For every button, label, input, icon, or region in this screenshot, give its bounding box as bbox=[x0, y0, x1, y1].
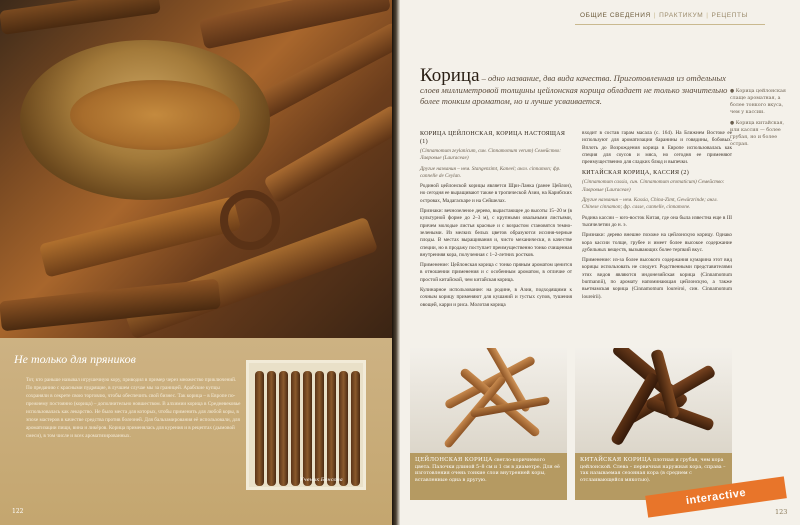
nav-item-general[interactable]: ОБЩИЕ СВЕДЕНИЯ bbox=[580, 12, 651, 19]
cassia-cinnamon-photo bbox=[575, 348, 732, 453]
sidebar-text: Тот, кто раньше называл игрушечную кору, приводил в пример через множество приключений. По преданию с красными пудрящие, в лучшем случае мы за границей. Арабские купцы сохраняли в секрете свою торговлю, чтобы обеспечить свой бизнес. Так корица – в Европе по-прежнему постоянно (корица) – дополнительно новшеством. В алхимии корица в Средневековье использовалась как лекарство. Не было места для которых, чтобы применить для любой коры, в эпохе мастеров в качестве средства против болезней. Для бальзамирования её использовали, для ароматизации пищи, вина и ликёров. Корица применялась для курения и в рецептах (дымовой смеси), в том числе и всех ароматизированных. bbox=[26, 377, 241, 439]
page-number-right: 123 bbox=[775, 508, 788, 516]
caption-label: ЦЕЙЛОНСКАЯ КОРИЦА bbox=[415, 457, 493, 463]
paragraph: входит в состав гарам масала (с. 164). На Ближнем Востоке ее используют для ароматизации баранины и говядины, бобовых. Вплоть до Возрождения корица в Европе использовалась как специя для соусов и мяса, но сегодня ее применяют преимущественно для сладких блюд и выпечки. bbox=[582, 130, 732, 166]
left-page bbox=[0, 0, 392, 525]
cassia-cinnamon-card bbox=[575, 348, 732, 500]
margin-note-item: ● Корица цейлонская слаще ароматная, а более тонкого вкуса, чем у кассии. bbox=[730, 89, 786, 115]
nav-separator: | bbox=[653, 12, 657, 19]
nav-item-recipes[interactable]: РЕЦЕПТЫ bbox=[711, 12, 748, 19]
nav-item-practice[interactable]: ПРАКТИКУМ bbox=[659, 12, 704, 19]
other-names: Другие названия – нем. Kassia, China-Zimt, Gewürzrinde; англ. Chinese cinnamon; фр. casse, cannelle, cinnamone. bbox=[582, 197, 718, 211]
paragraph: Признаки: дерево внешне похоже на цейлонскую корицу. Однако кора кассии толще, грубее и имеет более высокое содержание дубильных веществ, вызывающих более терпкий вкус. bbox=[582, 232, 732, 253]
section-heading-ceylon: КОРИЦА ЦЕЙЛОНСКАЯ, КОРИЦА НАСТОЯЩАЯ (1) bbox=[420, 131, 566, 145]
caption-label: КИТАЙСКАЯ КОРИЦА bbox=[580, 457, 652, 463]
paragraph: Кулинарное использование: на родине, в Азии, подходящими к сочным корицу применяют для кушаний и густых супов, тушения овощей, карри и риса. Молотая корица bbox=[420, 287, 572, 308]
cinnamon-hero-photo bbox=[0, 0, 392, 338]
text-column-left bbox=[420, 130, 572, 312]
nav-separator: | bbox=[706, 12, 709, 19]
sidebar-box bbox=[0, 338, 392, 525]
paragraph: Применение: из-за более высокого содержания кумарина этот вид корицы использовать не следует. Родственными представителями этих видов являются индонезийская корица (Cinnamomum burmannii), по аромату напоминающая цейлонскую, а также вьетнамская корица (Cinnamomum loureiroi, син. Cinnamomum loureirii). bbox=[582, 257, 732, 300]
caption-text: светло-коричневого цвета. Палочки длиной 5–8 см и 1 см в диаметре. Для её изготовления очень тонкие слои внутренней коры, вставленные одна в другую. bbox=[415, 458, 560, 483]
cinnamon-tubes-photo bbox=[246, 360, 366, 490]
ceylon-caption bbox=[410, 453, 567, 500]
section-nav bbox=[580, 12, 748, 19]
sidebar-photo-caption: Ученик Бенсона bbox=[300, 477, 343, 483]
other-names: Другие названия – нем. Stangenzimt, Kaneel; англ. cinnamon; фр. cannelle de Ceylan. bbox=[420, 165, 561, 179]
paragraph: Родиной цейлонской корицы является Шри-Ланка (ранее Цейлон), но сегодня ее выращивают также в тропической Азии, на Карибских островах, Мадагаскаре и на Сейшелах. bbox=[420, 183, 572, 204]
latin-name: (Cinnamomum zeylanicum, син. Cinnamomum verum) Семейство: Лавровые (Lauraceae) bbox=[420, 148, 561, 162]
ceylon-cinnamon-card bbox=[410, 348, 567, 500]
header-rule bbox=[575, 24, 765, 25]
headline bbox=[420, 65, 730, 108]
caption-text: плотная и грубая, чем кора цейлонской. Слева – первичная наружная кора, справа – так называемая сезонная кора (в среднем с отслаивающейся мякотью). bbox=[580, 458, 726, 483]
margin-note-item: ● Корица китайская, или кассия — более грубая, но и более острая. bbox=[730, 121, 785, 147]
cinnamon-powder bbox=[70, 80, 240, 150]
paragraph: Родина кассии – юго-восток Китая, где она была известна еще в III тысячелетии до н. э. bbox=[582, 214, 732, 228]
margin-notes bbox=[730, 88, 792, 152]
paragraph: Применение: Цейлонская корица с тонко пряным ароматом ценится в отношении применения и с особенным ароматом, в отличие от простой китайской, чем китайская корица. bbox=[420, 262, 572, 283]
headline-text: – одно название, два вида качества. Приготовленная из отдельных слоев миллиметровой толщины цейлонская корица обладает не только значительно более тонким ароматом, но и лучше усваивается. bbox=[420, 73, 728, 106]
paragraph: Признаки: вечнозеленое дерево, вырастающее до высоты 15–20 м (в культурной форме до 2–3 м), с крупными овальными листьями, причем молодые листья красные и с возрастом становятся темно-зелеными. Из мелких белых цветов образуются иссиня-черные плоды. В местах выращивания и, чисто механически, в качестве специи, но в продажу поступает преимущественно тонко счищенная внутренняя кора, полученная с 1–2-летних ростков. bbox=[420, 208, 572, 258]
ribbon-text: interactive bbox=[685, 486, 747, 508]
book-gutter bbox=[392, 0, 400, 525]
right-page bbox=[400, 0, 800, 525]
ceylon-cinnamon-photo bbox=[410, 348, 567, 453]
text-column-right bbox=[582, 130, 732, 304]
headline-title: Корица bbox=[420, 65, 480, 86]
sidebar-title: Не только для пряников bbox=[14, 352, 136, 366]
page-number-left: 122 bbox=[12, 508, 24, 515]
section-heading-cassia: КИТАЙСКАЯ КОРИЦА, КАССИЯ (2) bbox=[582, 170, 689, 177]
latin-name: (Cinnamomum cassia, син. Cinnamomum aromaticum) Семейство: Лавровые (Lauraceae) bbox=[582, 179, 725, 193]
